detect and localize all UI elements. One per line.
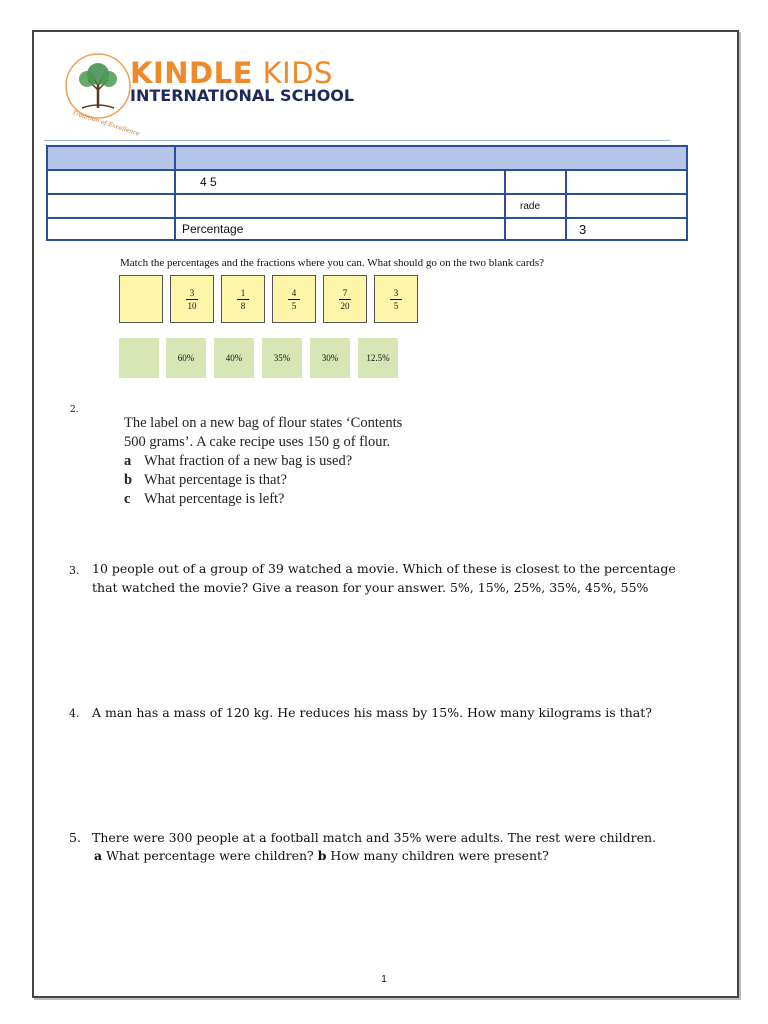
table-cell [505,218,566,240]
q5-line2: a What percentage were children? b How many children were present? [94,848,549,863]
table-header-row [47,146,687,170]
table-cell [505,170,566,194]
q2-line2: 500 grams’. A cake recipe uses 150 g of flour. [124,434,391,450]
table-cell: 4 5 [175,170,505,194]
brand-kids: KIDS [252,56,333,90]
fraction-card-blank [119,275,163,323]
fraction-card: $\frac{7}{20}$ [323,275,367,323]
q4-number: 4. [69,707,80,720]
topic-cell: Percentage [175,218,505,240]
school-name-line2: INTERNATIONAL SCHOOL [130,86,355,105]
table-cell [175,194,505,218]
page-number: 1 [381,974,387,985]
header-rule [44,140,670,141]
fraction-card: $\frac{4}{5}$ [272,275,316,323]
fraction-card: $\frac{1}{8}$ [221,275,265,323]
percent-card: 40% [214,338,254,378]
header-cell [47,146,175,170]
percent-card: 30% [310,338,350,378]
logo-tagline: Tradition of Excellence [71,109,141,138]
percent-card: 35% [262,338,302,378]
school-name-line1 [130,56,333,90]
q2-part-a: a What fraction of a new bag is used? [124,453,353,469]
table-row [47,218,687,240]
table-row [47,194,687,218]
q5-number: 5. [69,830,81,845]
table-cell [47,218,175,240]
q2-line1: The label on a new bag of flour states ‘Contents [124,415,403,431]
q3-line1: 10 people out of a group of 39 watched a movie. Which of these is closest to the percentage [92,561,676,576]
q3-number: 3. [69,564,80,577]
header-cell [175,146,687,170]
info-table [46,145,688,241]
q2-text [124,414,402,509]
fraction-card: $\frac{3}{5}$ [374,275,418,323]
school-logo-icon [62,50,141,138]
q2-part-c: c What percentage is left? [124,491,285,507]
table-cell [566,170,687,194]
percent-card-blank [119,338,159,378]
grade-label: rade [505,194,566,218]
q2-part-b: b What percentage is that? [124,472,287,488]
table-cell [47,170,175,194]
brand-kindle: KINDLE [130,56,253,90]
q4-text: A man has a mass of 120 kg. He reduces his mass by 15%. How many kilograms is that? [92,705,652,720]
percent-card: 60% [166,338,206,378]
table-cell: 3 [566,218,687,240]
q2-number: 2. [70,405,79,415]
fraction-card: $\frac{3}{10}$ [170,275,214,323]
table-cell [47,194,175,218]
table-cell [566,194,687,218]
q5-line1: There were 300 people at a football match and 35% were adults. The rest were children. [92,830,657,845]
q3-line2: that watched the movie? Give a reason for your answer. 5%, 15%, 25%, 35%, 45%, 55% [92,580,649,595]
percent-card: 12.5% [358,338,398,378]
table-row [47,170,687,194]
q1-instruction: Match the percentages and the fractions where you can. What should go on the two blank cards? [120,257,545,269]
